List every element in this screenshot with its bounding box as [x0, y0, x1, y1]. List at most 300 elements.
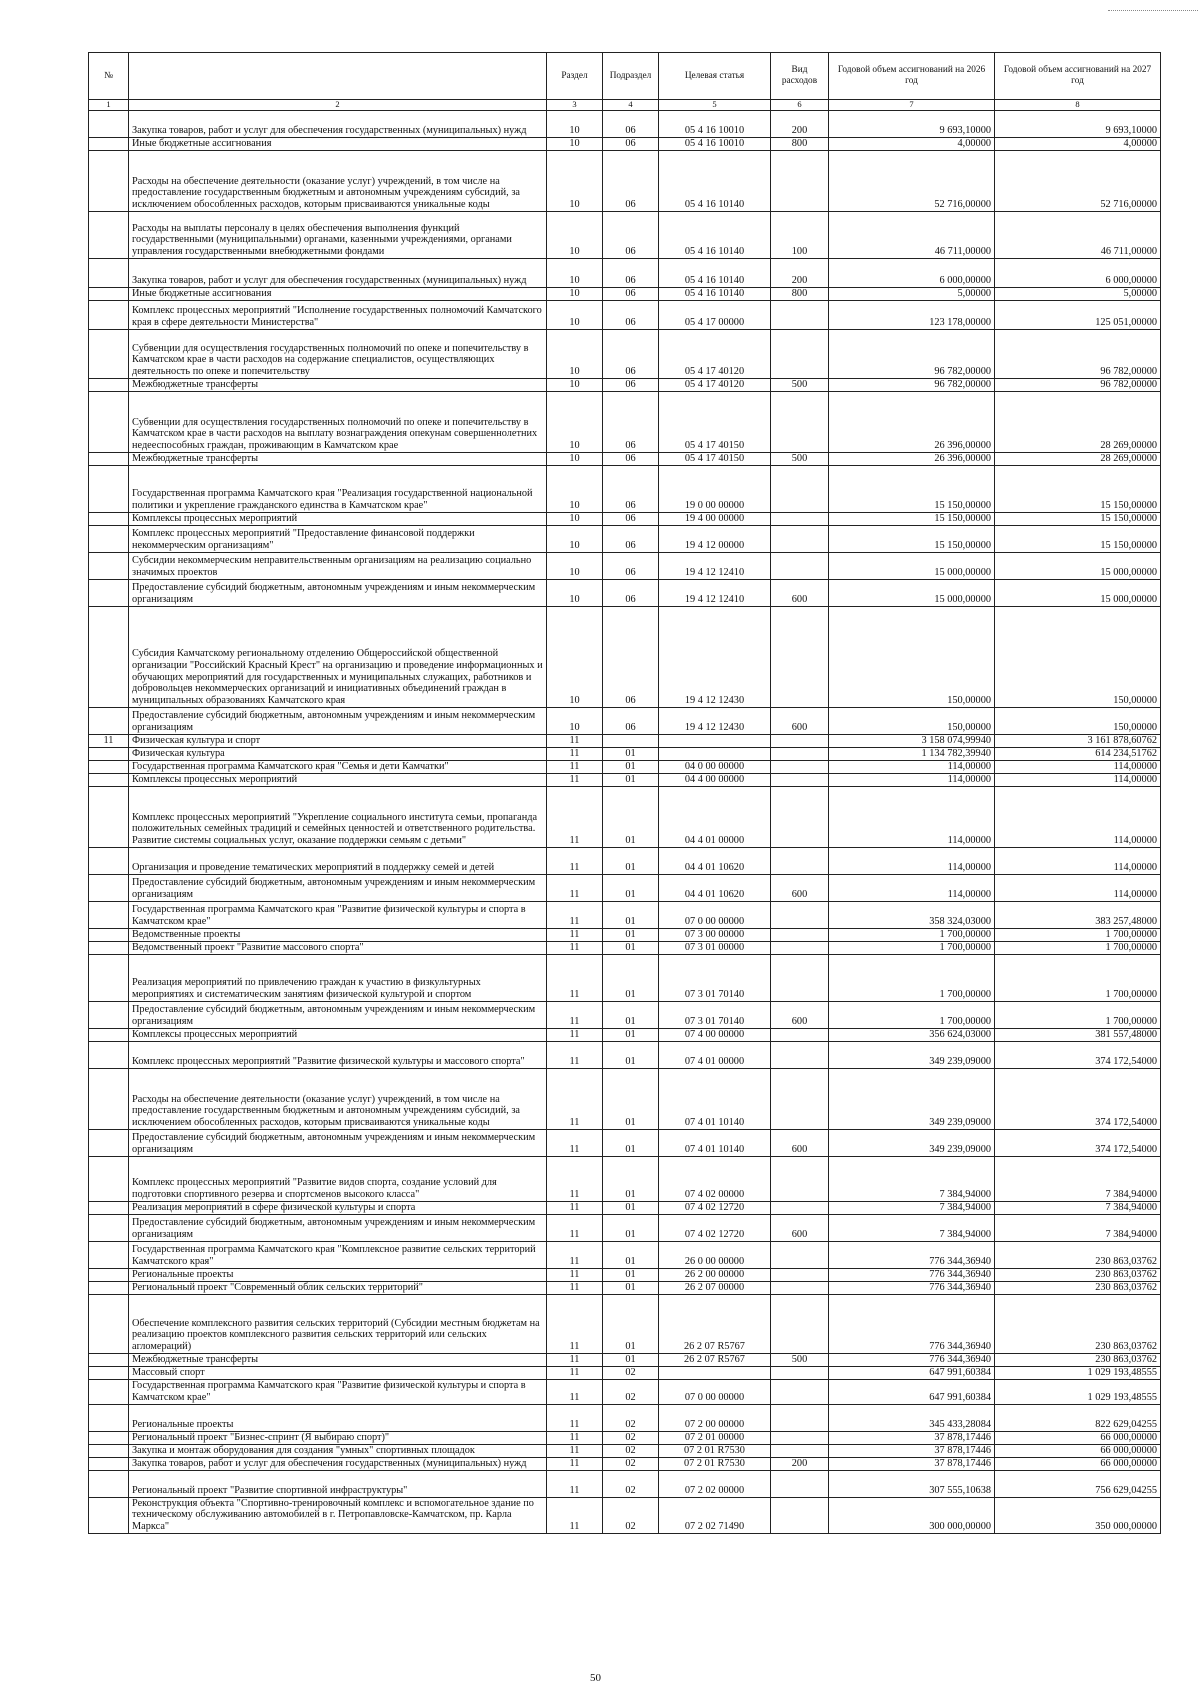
cell-amount-2026: 37 878,17446	[829, 1457, 995, 1470]
cell-name: Обеспечение комплексного развития сельских территорий (Субсидии местным бюджетам на реализацию проектов комплексного развития сельских территорий или сельских агломераций)	[129, 1295, 547, 1354]
cell-number	[89, 1367, 129, 1380]
cell-razdel: 11	[547, 848, 603, 875]
cell-amount-2027: 114,00000	[995, 761, 1161, 774]
cell-target-article: 05 4 17 40120	[659, 330, 771, 379]
table-row	[89, 774, 1161, 787]
cell-amount-2027: 96 782,00000	[995, 330, 1161, 379]
cell-razdel: 11	[547, 955, 603, 1002]
cell-amount-2026: 776 344,36940	[829, 1354, 995, 1367]
table-row	[89, 1269, 1161, 1282]
cell-target-article: 07 4 01 10140	[659, 1130, 771, 1157]
cell-name: Комплекс процессных мероприятий "Развитие видов спорта, создание условий для подготовки спортивного резерва и спортсменов высокого класса"	[129, 1157, 547, 1202]
cell-razdel: 11	[547, 1130, 603, 1157]
cell-amount-2027: 1 029 193,48555	[995, 1367, 1161, 1380]
cell-amount-2026: 776 344,36940	[829, 1295, 995, 1354]
cell-amount-2026: 4,00000	[829, 138, 995, 151]
cell-amount-2026: 123 178,00000	[829, 301, 995, 330]
cell-amount-2027: 822 629,04255	[995, 1404, 1161, 1431]
cell-number	[89, 774, 129, 787]
cell-number	[89, 1269, 129, 1282]
cell-razdel: 10	[547, 288, 603, 301]
cell-razdel: 11	[547, 1444, 603, 1457]
cell-target-article: 07 4 02 12720	[659, 1215, 771, 1242]
cell-number	[89, 1457, 129, 1470]
cell-razdel: 11	[547, 1157, 603, 1202]
budget-table	[88, 52, 1161, 1534]
cell-expense-type	[771, 513, 829, 526]
cell-podrazdel: 02	[603, 1367, 659, 1380]
table-row	[89, 330, 1161, 379]
cell-expense-type: 200	[771, 1457, 829, 1470]
cell-amount-2026: 1 134 782,39940	[829, 748, 995, 761]
cell-amount-2026: 349 239,09000	[829, 1042, 995, 1069]
cell-razdel: 10	[547, 151, 603, 212]
cell-name: Межбюджетные трансферты	[129, 453, 547, 466]
cell-target-article: 05 4 17 40120	[659, 379, 771, 392]
cell-amount-2027: 381 557,48000	[995, 1029, 1161, 1042]
cell-amount-2027: 350 000,00000	[995, 1497, 1161, 1533]
cell-razdel: 11	[547, 1002, 603, 1029]
cell-expense-type	[771, 330, 829, 379]
cell-amount-2027: 374 172,54000	[995, 1042, 1161, 1069]
table-row	[89, 288, 1161, 301]
cell-amount-2026: 349 239,09000	[829, 1069, 995, 1130]
cell-expense-type: 500	[771, 1354, 829, 1367]
cell-amount-2027: 6 000,00000	[995, 259, 1161, 288]
cell-number	[89, 392, 129, 453]
cell-podrazdel: 01	[603, 1202, 659, 1215]
table-row	[89, 513, 1161, 526]
cell-podrazdel: 01	[603, 1269, 659, 1282]
cell-number	[89, 1242, 129, 1269]
cell-amount-2027: 230 863,03762	[995, 1242, 1161, 1269]
cell-expense-type	[771, 1157, 829, 1202]
table-row	[89, 392, 1161, 453]
cell-razdel: 10	[547, 301, 603, 330]
cell-number	[89, 1354, 129, 1367]
table-row	[89, 875, 1161, 902]
cell-razdel: 11	[547, 942, 603, 955]
cell-target-article: 07 2 01 00000	[659, 1431, 771, 1444]
cell-amount-2026: 15 000,00000	[829, 580, 995, 607]
column-header-podrazdel: Подраздел	[603, 53, 659, 100]
table-row	[89, 787, 1161, 848]
cell-name: Расходы на обеспечение деятельности (оказание услуг) учреждений, в том числе на предоставление государственным бюджетным и автономным учреждениям субсидий, за исключением обособленных расходов, которым присваиваются уникальные коды	[129, 151, 547, 212]
cell-razdel: 10	[547, 138, 603, 151]
cell-target-article: 07 2 02 71490	[659, 1497, 771, 1533]
cell-razdel: 11	[547, 748, 603, 761]
table-row	[89, 1457, 1161, 1470]
cell-expense-type	[771, 1269, 829, 1282]
cell-amount-2026: 776 344,36940	[829, 1269, 995, 1282]
cell-expense-type: 600	[771, 1130, 829, 1157]
cell-amount-2026: 776 344,36940	[829, 1242, 995, 1269]
table-row	[89, 1002, 1161, 1029]
cell-number	[89, 453, 129, 466]
cell-razdel: 11	[547, 1457, 603, 1470]
cell-target-article: 26 0 00 00000	[659, 1242, 771, 1269]
column-number: 8	[995, 100, 1161, 111]
table-row	[89, 1367, 1161, 1380]
cell-expense-type	[771, 1042, 829, 1069]
cell-amount-2027: 114,00000	[995, 787, 1161, 848]
cell-name: Государственная программа Камчатского края "Комплексное развитие сельских территорий Камчатского края"	[129, 1242, 547, 1269]
cell-name: Закупка товаров, работ и услуг для обеспечения государственных (муниципальных) нужд	[129, 111, 547, 138]
cell-target-article: 07 2 02 00000	[659, 1470, 771, 1497]
cell-target-article: 19 4 12 12430	[659, 607, 771, 708]
cell-name: Межбюджетные трансферты	[129, 1354, 547, 1367]
cell-target-article	[659, 1367, 771, 1380]
cell-podrazdel: 06	[603, 392, 659, 453]
table-row	[89, 553, 1161, 580]
cell-target-article: 04 4 01 10620	[659, 875, 771, 902]
cell-expense-type	[771, 748, 829, 761]
cell-amount-2026: 114,00000	[829, 875, 995, 902]
cell-amount-2027: 7 384,94000	[995, 1215, 1161, 1242]
cell-razdel: 11	[547, 774, 603, 787]
cell-expense-type: 600	[771, 708, 829, 735]
column-number: 1	[89, 100, 129, 111]
cell-target-article: 19 4 12 00000	[659, 526, 771, 553]
cell-podrazdel: 01	[603, 774, 659, 787]
cell-expense-type	[771, 1444, 829, 1457]
cell-podrazdel: 01	[603, 761, 659, 774]
table-row	[89, 1069, 1161, 1130]
cell-number	[89, 1042, 129, 1069]
cell-razdel: 11	[547, 1269, 603, 1282]
cell-target-article: 05 4 17 00000	[659, 301, 771, 330]
cell-amount-2027: 28 269,00000	[995, 453, 1161, 466]
cell-expense-type: 100	[771, 212, 829, 259]
cell-podrazdel: 02	[603, 1457, 659, 1470]
cell-target-article: 07 2 01 R7530	[659, 1457, 771, 1470]
cell-podrazdel: 01	[603, 955, 659, 1002]
cell-number	[89, 138, 129, 151]
cell-podrazdel: 01	[603, 1029, 659, 1042]
cell-expense-type: 600	[771, 875, 829, 902]
table-row	[89, 1157, 1161, 1202]
cell-number	[89, 1431, 129, 1444]
cell-podrazdel: 01	[603, 1282, 659, 1295]
cell-podrazdel: 06	[603, 212, 659, 259]
cell-podrazdel: 02	[603, 1431, 659, 1444]
cell-name: Физическая культура	[129, 748, 547, 761]
cell-target-article: 04 4 01 10620	[659, 848, 771, 875]
cell-amount-2026: 15 150,00000	[829, 526, 995, 553]
table-row	[89, 526, 1161, 553]
cell-expense-type: 600	[771, 1002, 829, 1029]
cell-expense-type	[771, 526, 829, 553]
cell-razdel: 10	[547, 453, 603, 466]
cell-name: Расходы на обеспечение деятельности (оказание услуг) учреждений, в том числе на предоставление государственным бюджетным и автономным учреждениям субсидий, за исключением обособленных расходов, которым присваиваются уникальные коды	[129, 1069, 547, 1130]
cell-podrazdel: 01	[603, 902, 659, 929]
table-row	[89, 1042, 1161, 1069]
cell-target-article: 19 0 00 00000	[659, 466, 771, 513]
cell-amount-2026: 1 700,00000	[829, 942, 995, 955]
cell-target-article: 05 4 16 10140	[659, 212, 771, 259]
cell-expense-type	[771, 151, 829, 212]
cell-number	[89, 330, 129, 379]
cell-podrazdel: 02	[603, 1444, 659, 1457]
cell-name: Иные бюджетные ассигнования	[129, 138, 547, 151]
cell-expense-type	[771, 1470, 829, 1497]
cell-razdel: 11	[547, 902, 603, 929]
cell-expense-type	[771, 1497, 829, 1533]
cell-razdel: 10	[547, 379, 603, 392]
cell-target-article: 04 0 00 00000	[659, 761, 771, 774]
cell-target-article: 07 0 00 00000	[659, 1380, 771, 1405]
cell-amount-2027: 7 384,94000	[995, 1202, 1161, 1215]
cell-target-article: 07 4 02 00000	[659, 1157, 771, 1202]
cell-name: Региональные проекты	[129, 1269, 547, 1282]
column-number: 3	[547, 100, 603, 111]
cell-razdel: 11	[547, 735, 603, 748]
cell-number	[89, 607, 129, 708]
table-row	[89, 942, 1161, 955]
cell-expense-type	[771, 1069, 829, 1130]
cell-amount-2027: 66 000,00000	[995, 1444, 1161, 1457]
cell-podrazdel: 01	[603, 1215, 659, 1242]
table-row	[89, 111, 1161, 138]
cell-number	[89, 1002, 129, 1029]
cell-name: Региональный проект "Развитие спортивной инфраструктуры"	[129, 1470, 547, 1497]
cell-amount-2026: 114,00000	[829, 761, 995, 774]
cell-amount-2026: 1 700,00000	[829, 1002, 995, 1029]
cell-amount-2027: 114,00000	[995, 848, 1161, 875]
cell-name: Организация и проведение тематических мероприятий в поддержку семей и детей	[129, 848, 547, 875]
cell-amount-2026: 46 711,00000	[829, 212, 995, 259]
cell-razdel: 11	[547, 1202, 603, 1215]
cell-razdel: 11	[547, 1404, 603, 1431]
cell-name: Комплекс процессных мероприятий "Предоставление финансовой поддержки некоммерческим организациям"	[129, 526, 547, 553]
cell-target-article: 07 0 00 00000	[659, 902, 771, 929]
column-header-2027: Годовой объем ассигнований на 2027 год	[995, 53, 1161, 100]
cell-target-article	[659, 748, 771, 761]
cell-amount-2027: 756 629,04255	[995, 1470, 1161, 1497]
cell-target-article: 26 2 07 R5767	[659, 1295, 771, 1354]
cell-target-article: 05 4 16 10010	[659, 138, 771, 151]
cell-expense-type	[771, 1380, 829, 1405]
cell-target-article: 07 4 02 12720	[659, 1202, 771, 1215]
cell-expense-type: 200	[771, 259, 829, 288]
cell-number	[89, 1404, 129, 1431]
table-body	[89, 111, 1161, 1534]
cell-podrazdel: 01	[603, 787, 659, 848]
cell-amount-2026: 9 693,10000	[829, 111, 995, 138]
cell-amount-2027: 1 700,00000	[995, 942, 1161, 955]
cell-podrazdel: 01	[603, 1354, 659, 1367]
cell-expense-type	[771, 787, 829, 848]
cell-target-article: 07 3 01 70140	[659, 1002, 771, 1029]
cell-amount-2026: 307 555,10638	[829, 1470, 995, 1497]
page-number: 50	[590, 1672, 601, 1684]
cell-expense-type	[771, 848, 829, 875]
table-row	[89, 151, 1161, 212]
cell-amount-2027: 374 172,54000	[995, 1069, 1161, 1130]
cell-amount-2026: 15 000,00000	[829, 553, 995, 580]
cell-razdel: 11	[547, 1354, 603, 1367]
table-row	[89, 1431, 1161, 1444]
cell-podrazdel	[603, 735, 659, 748]
cell-expense-type	[771, 553, 829, 580]
cell-podrazdel: 06	[603, 138, 659, 151]
cell-amount-2027: 9 693,10000	[995, 111, 1161, 138]
cell-podrazdel: 01	[603, 1242, 659, 1269]
cell-target-article: 07 3 00 00000	[659, 929, 771, 942]
cell-podrazdel: 01	[603, 1130, 659, 1157]
column-number-row	[89, 100, 1161, 111]
cell-amount-2027: 66 000,00000	[995, 1457, 1161, 1470]
cell-amount-2026: 37 878,17446	[829, 1431, 995, 1444]
cell-razdel: 11	[547, 1295, 603, 1354]
cell-number	[89, 151, 129, 212]
cell-target-article: 26 2 00 00000	[659, 1269, 771, 1282]
cell-amount-2026: 1 700,00000	[829, 929, 995, 942]
cell-name: Реализация мероприятий в сфере физической культуры и спорта	[129, 1202, 547, 1215]
cell-number	[89, 929, 129, 942]
table-row	[89, 1130, 1161, 1157]
cell-name: Государственная программа Камчатского края "Реализация государственной национальной политики и укрепление гражданского единства в Камчатском крае"	[129, 466, 547, 513]
cell-podrazdel: 01	[603, 1069, 659, 1130]
cell-expense-type	[771, 607, 829, 708]
cell-amount-2026: 3 158 074,99940	[829, 735, 995, 748]
cell-number	[89, 379, 129, 392]
cell-amount-2026: 358 324,03000	[829, 902, 995, 929]
cell-amount-2026: 647 991,60384	[829, 1380, 995, 1405]
column-number: 5	[659, 100, 771, 111]
cell-number	[89, 955, 129, 1002]
cell-expense-type	[771, 942, 829, 955]
cell-razdel: 11	[547, 1497, 603, 1533]
cell-target-article: 05 4 16 10140	[659, 259, 771, 288]
cell-amount-2026: 776 344,36940	[829, 1282, 995, 1295]
cell-amount-2027: 52 716,00000	[995, 151, 1161, 212]
cell-target-article: 19 4 12 12430	[659, 708, 771, 735]
cell-expense-type	[771, 1242, 829, 1269]
column-number: 4	[603, 100, 659, 111]
cell-podrazdel: 06	[603, 580, 659, 607]
cell-name: Комплекс процессных мероприятий "Укрепление социального института семьи, пропаганда положительных семейных традиций и семейных ценностей и ответственного родительства. Развитие системы социальных услуг, оказание поддержки семьям с детьми"	[129, 787, 547, 848]
cell-number	[89, 1497, 129, 1533]
cell-razdel: 11	[547, 1282, 603, 1295]
cell-podrazdel: 01	[603, 1042, 659, 1069]
cell-amount-2026: 5,00000	[829, 288, 995, 301]
cell-amount-2027: 15 150,00000	[995, 513, 1161, 526]
column-header-razdel: Раздел	[547, 53, 603, 100]
cell-target-article: 07 3 01 70140	[659, 955, 771, 1002]
cell-target-article: 05 4 16 10010	[659, 111, 771, 138]
cell-name: Комплекс процессных мероприятий "Развитие физической культуры и массового спорта"	[129, 1042, 547, 1069]
cell-razdel: 10	[547, 111, 603, 138]
cell-expense-type	[771, 1295, 829, 1354]
cell-podrazdel: 02	[603, 1470, 659, 1497]
cell-amount-2027: 125 051,00000	[995, 301, 1161, 330]
cell-amount-2027: 230 863,03762	[995, 1282, 1161, 1295]
cell-target-article: 04 4 00 00000	[659, 774, 771, 787]
cell-amount-2026: 349 239,09000	[829, 1130, 995, 1157]
cell-target-article: 05 4 17 40150	[659, 453, 771, 466]
cell-podrazdel: 01	[603, 1157, 659, 1202]
cell-amount-2027: 15 150,00000	[995, 526, 1161, 553]
cell-razdel: 11	[547, 1470, 603, 1497]
table-row	[89, 1029, 1161, 1042]
cell-razdel: 11	[547, 1042, 603, 1069]
cell-podrazdel: 06	[603, 466, 659, 513]
cell-amount-2026: 114,00000	[829, 787, 995, 848]
cell-amount-2027: 7 384,94000	[995, 1157, 1161, 1202]
cell-expense-type: 800	[771, 288, 829, 301]
cell-name: Государственная программа Камчатского края "Развитие физической культуры и спорта в Камчатском крае"	[129, 1380, 547, 1405]
cell-razdel: 11	[547, 1069, 603, 1130]
cell-name: Предоставление субсидий бюджетным, автономным учреждениям и иным некоммерческим организациям	[129, 1002, 547, 1029]
table-row	[89, 1404, 1161, 1431]
cell-expense-type: 500	[771, 379, 829, 392]
table-row	[89, 955, 1161, 1002]
cell-number	[89, 212, 129, 259]
cell-amount-2027: 150,00000	[995, 607, 1161, 708]
table-row	[89, 761, 1161, 774]
cell-number	[89, 1444, 129, 1457]
cell-expense-type	[771, 955, 829, 1002]
cell-target-article: 05 4 16 10140	[659, 151, 771, 212]
table-row	[89, 1497, 1161, 1533]
table-row	[89, 735, 1161, 748]
cell-expense-type	[771, 774, 829, 787]
cell-target-article: 19 4 00 00000	[659, 513, 771, 526]
cell-target-article: 05 4 17 40150	[659, 392, 771, 453]
cell-amount-2027: 1 700,00000	[995, 929, 1161, 942]
cell-number: 11	[89, 735, 129, 748]
table-row	[89, 902, 1161, 929]
cell-number	[89, 1380, 129, 1405]
cell-razdel: 11	[547, 1380, 603, 1405]
cell-target-article: 07 4 00 00000	[659, 1029, 771, 1042]
cell-amount-2027: 96 782,00000	[995, 379, 1161, 392]
cell-amount-2027: 114,00000	[995, 875, 1161, 902]
cell-name: Субвенции для осуществления государственных полномочий по опеке и попечительству в Камчатском крае в части расходов на содержание специалистов, осуществляющих деятельность по опеке и попечительству	[129, 330, 547, 379]
cell-podrazdel: 02	[603, 1404, 659, 1431]
cell-expense-type: 200	[771, 111, 829, 138]
cell-amount-2026: 1 700,00000	[829, 955, 995, 1002]
cell-podrazdel: 06	[603, 301, 659, 330]
cell-amount-2027: 15 000,00000	[995, 553, 1161, 580]
cell-target-article: 26 2 07 00000	[659, 1282, 771, 1295]
cell-target-article: 04 4 01 00000	[659, 787, 771, 848]
table-row	[89, 1444, 1161, 1457]
scan-artifact-line	[1108, 10, 1198, 12]
cell-razdel: 10	[547, 553, 603, 580]
cell-razdel: 10	[547, 607, 603, 708]
cell-expense-type	[771, 1202, 829, 1215]
column-number: 6	[771, 100, 829, 111]
cell-podrazdel: 01	[603, 1295, 659, 1354]
cell-podrazdel: 06	[603, 513, 659, 526]
cell-name: Комплексы процессных мероприятий	[129, 513, 547, 526]
cell-razdel: 11	[547, 1215, 603, 1242]
cell-name: Предоставление субсидий бюджетным, автономным учреждениям и иным некоммерческим организациям	[129, 1215, 547, 1242]
cell-name: Предоставление субсидий бюджетным, автономным учреждениям и иным некоммерческим организациям	[129, 875, 547, 902]
cell-number	[89, 1157, 129, 1202]
cell-amount-2027: 1 700,00000	[995, 955, 1161, 1002]
cell-target-article: 07 4 01 00000	[659, 1042, 771, 1069]
cell-amount-2027: 614 234,51762	[995, 748, 1161, 761]
cell-amount-2026: 52 716,00000	[829, 151, 995, 212]
table-row	[89, 1282, 1161, 1295]
cell-expense-type	[771, 1029, 829, 1042]
cell-expense-type	[771, 902, 829, 929]
cell-podrazdel: 06	[603, 259, 659, 288]
cell-name: Расходы на выплаты персоналу в целях обеспечения выполнения функций государственными (муниципальными) органами, казенными учреждениями, органами управления государственными внебюджетными фондами	[129, 212, 547, 259]
